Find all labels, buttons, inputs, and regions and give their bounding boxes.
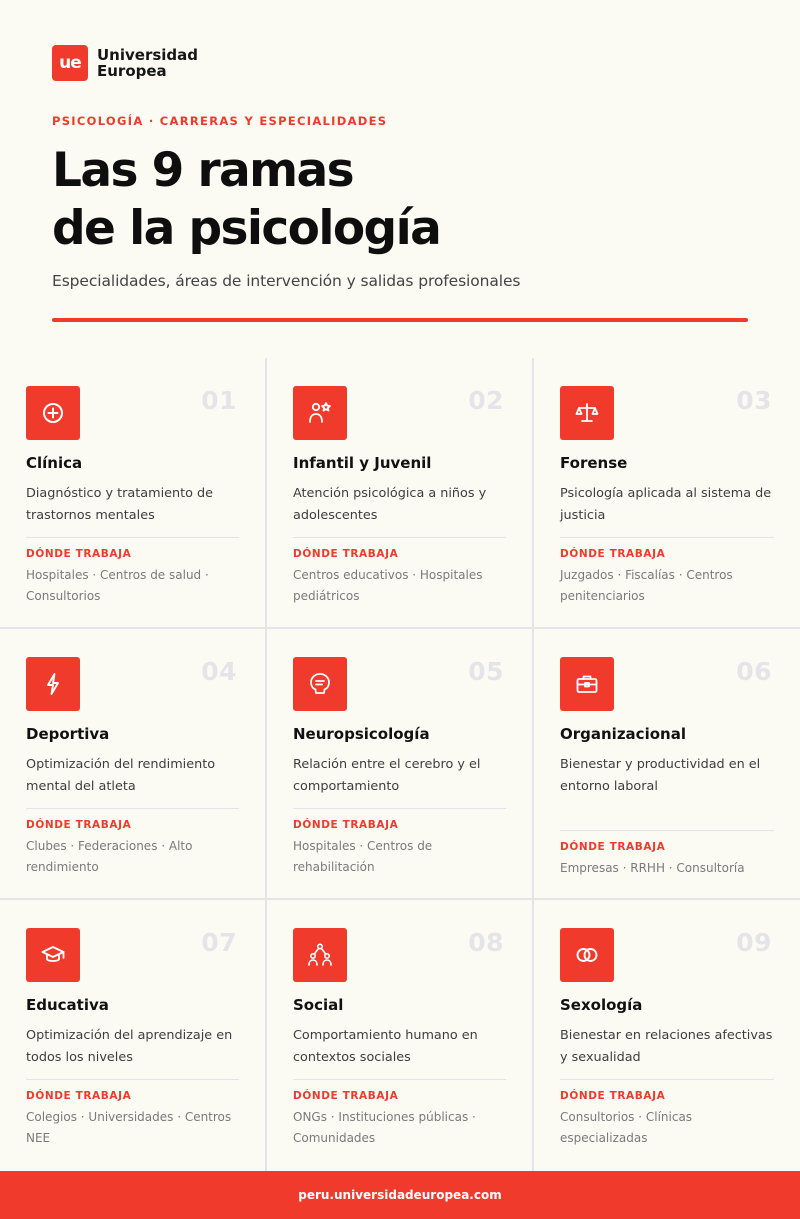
where-text: Empresas · RRHH · Consultoría [560, 861, 745, 875]
where-text: Hospitales · Centros de rehabilitación [293, 839, 433, 874]
branch-card-sexologia [534, 900, 800, 1171]
card-divider [560, 537, 774, 538]
footer-url-link[interactable]: peru.universidadeuropea.com [298, 1188, 502, 1202]
header-divider [52, 318, 748, 322]
branch-title: Social [293, 996, 344, 1014]
branch-description: Optimización del aprendizaje en todos los niveles [26, 1028, 233, 1065]
branch-card-neuropsicologia [267, 629, 534, 900]
where-label: DÓNDE TRABAJA [560, 1090, 666, 1102]
title-line2: de la psicología [52, 201, 441, 256]
branch-description: Comportamiento humano en contextos sociales [293, 1028, 478, 1065]
where-label: DÓNDE TRABAJA [560, 841, 666, 853]
branch-title: Deportiva [26, 725, 110, 743]
branch-card-educativa [0, 900, 267, 1171]
where-text: Hospitales · Centros de salud · Consultorios [26, 568, 209, 603]
branch-title: Organizacional [560, 725, 686, 743]
card-divider [26, 808, 239, 809]
branch-description: Bienestar en relaciones afectivas y sexualidad [560, 1028, 773, 1065]
branch-description: Diagnóstico y tratamiento de trastornos mentales [26, 486, 214, 523]
branch-description: Psicología aplicada al sistema de justicia [560, 486, 772, 523]
page-subtitle: Especialidades, áreas de intervención y salidas profesionales [52, 272, 521, 290]
logo-text [97, 47, 198, 79]
where-label: DÓNDE TRABAJA [26, 1090, 132, 1102]
where-label: DÓNDE TRABAJA [560, 548, 666, 560]
scales-icon [560, 386, 614, 440]
branch-title: Forense [560, 454, 628, 472]
branch-number: 08 [468, 928, 504, 957]
logo-name-line2: Europea [97, 61, 167, 80]
card-divider [293, 1079, 506, 1080]
branch-number: 03 [736, 386, 772, 415]
where-text: Colegios · Universidades · Centros NEE [26, 1110, 232, 1145]
brand-logo[interactable] [52, 44, 748, 81]
child-star-icon [293, 386, 347, 440]
where-label: DÓNDE TRABAJA [293, 1090, 399, 1102]
branch-description: Bienestar y productividad en el entorno laboral [560, 757, 761, 794]
branch-card-infantil [267, 358, 534, 629]
card-divider [560, 1079, 774, 1080]
branch-card-deportiva [0, 629, 267, 900]
page-title [52, 142, 748, 258]
people-network-icon [293, 928, 347, 982]
branch-title: Infantil y Juvenil [293, 454, 432, 472]
graduation-cap-icon [26, 928, 80, 982]
branch-number: 01 [201, 386, 237, 415]
briefcase-icon [560, 657, 614, 711]
where-text: Clubes · Federaciones · Alto rendimiento [26, 839, 193, 874]
branch-description: Relación entre el cerebro y el comportamiento [293, 757, 481, 794]
branch-title: Sexología [560, 996, 643, 1014]
where-text: Juzgados · Fiscalías · Centros penitenciarios [560, 568, 733, 603]
where-label: DÓNDE TRABAJA [293, 548, 399, 560]
card-divider [26, 537, 239, 538]
where-text: ONGs · Instituciones públicas · Comunidades [293, 1110, 476, 1145]
branch-description: Optimización del rendimiento mental del atleta [26, 757, 216, 794]
branch-number: 04 [201, 657, 237, 686]
brain-icon [293, 657, 347, 711]
branches-grid [0, 358, 800, 1171]
card-divider [293, 808, 506, 809]
logo-mark: ue [52, 45, 88, 81]
card-divider [560, 830, 774, 831]
where-text: Consultorios · Clínicas especializadas [560, 1110, 693, 1145]
footer-bar [0, 1171, 800, 1219]
branch-card-forense [534, 358, 800, 629]
branch-title: Clínica [26, 454, 83, 472]
card-divider [26, 1079, 239, 1080]
medical-plus-icon [26, 386, 80, 440]
branch-title: Neuropsicología [293, 725, 430, 743]
branch-card-organizacional [534, 629, 800, 900]
where-text: Centros educativos · Hospitales pediátricos [293, 568, 483, 603]
branch-number: 02 [468, 386, 504, 415]
branch-number: 06 [736, 657, 772, 686]
branch-number: 07 [201, 928, 237, 957]
branch-description: Atención psicológica a niños y adolescentes [293, 486, 487, 523]
card-divider [293, 537, 506, 538]
where-label: DÓNDE TRABAJA [26, 819, 132, 831]
where-label: DÓNDE TRABAJA [26, 548, 132, 560]
lightning-icon [26, 657, 80, 711]
branch-title: Educativa [26, 996, 109, 1014]
title-line1: Las 9 ramas [52, 143, 354, 198]
branch-number: 05 [468, 657, 504, 686]
branch-number: 09 [736, 928, 772, 957]
branch-card-social [267, 900, 534, 1171]
eyebrow-label: PSICOLOGÍA · CARRERAS Y ESPECIALIDADES [52, 114, 388, 128]
logo-name-line1: Universidad [97, 45, 199, 64]
where-label: DÓNDE TRABAJA [293, 819, 399, 831]
branch-card-clinica [0, 358, 267, 629]
interlocking-rings-icon [560, 928, 614, 982]
page-header [0, 0, 800, 358]
